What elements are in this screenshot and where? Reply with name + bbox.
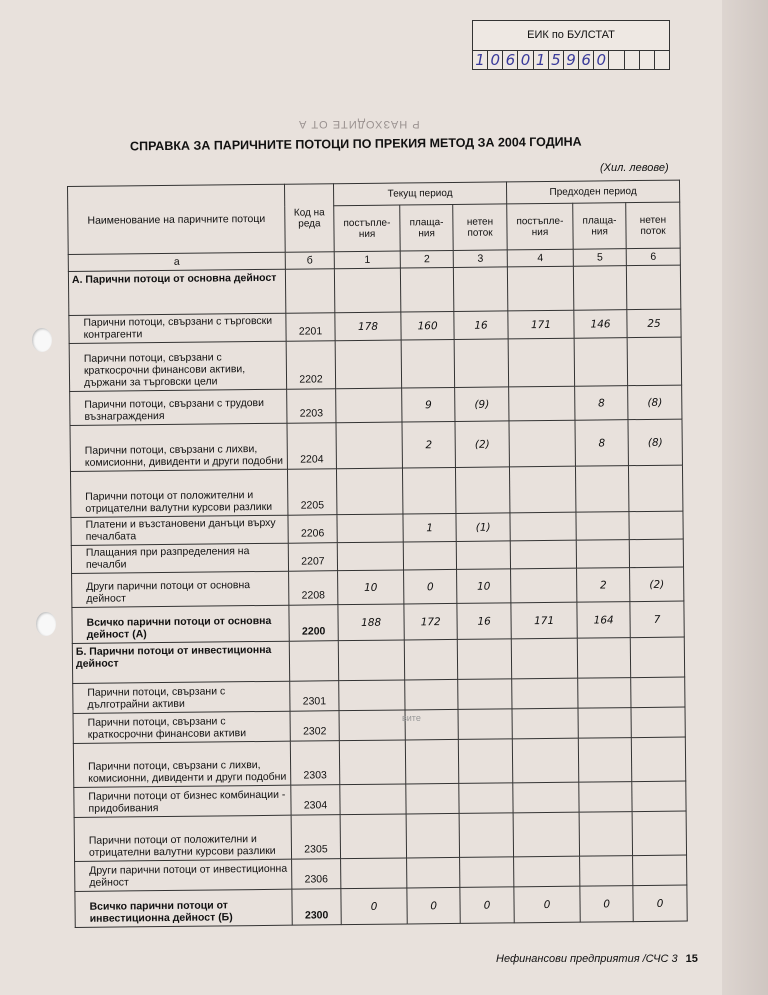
handwritten-value	[630, 637, 684, 678]
handwritten-value: 0	[404, 569, 457, 604]
handwritten-value	[626, 265, 680, 310]
cash-flow-table	[67, 180, 688, 928]
eik-digit: 1	[534, 51, 549, 69]
handwritten-value: 8	[575, 420, 629, 467]
eik-digit: 6	[579, 51, 594, 69]
handwritten-value	[632, 781, 686, 812]
handwritten-value	[579, 812, 633, 857]
handwritten-value: 7	[630, 601, 684, 638]
handwritten-value: (1)	[456, 513, 510, 542]
handwritten-value: 0	[580, 886, 633, 923]
row-code: 2204	[287, 423, 336, 470]
total-row	[75, 885, 687, 927]
handwritten-value	[513, 782, 579, 813]
page-footer	[496, 953, 698, 965]
col-header-receipts: постъпле-ния	[507, 203, 574, 250]
row-label: Парични потоци от положителни и отрицателни валутни курсови разлики	[74, 815, 291, 861]
handwritten-value: (8)	[628, 419, 682, 466]
row-label: Други парични потоци от инвестиционна дейност	[75, 859, 292, 891]
handwritten-value: 1	[403, 513, 456, 542]
handwritten-value: 16	[454, 311, 508, 340]
row-code: 2206	[288, 515, 337, 544]
handwritten-value	[341, 858, 407, 889]
row-label: Други парични потоци от основна дейност	[72, 571, 289, 607]
handwritten-value	[337, 514, 403, 543]
col-header-net: нетен поток	[626, 202, 680, 249]
handwritten-value: 188	[338, 604, 404, 641]
row-label: Плащания при разпределения на печалби	[71, 543, 288, 573]
handwritten-value	[508, 338, 575, 387]
column-index: б	[285, 252, 334, 270]
row-code: 2304	[291, 785, 340, 816]
page-title: СПРАВКА ЗА ПАРИЧНИТЕ ПОТОЦИ ПО ПРЕКИЯ МЕТОД ЗА 2004 ГОДИНА	[129, 134, 582, 154]
row-code: 2200	[289, 605, 338, 642]
handwritten-value: (2)	[630, 567, 684, 602]
handwritten-value	[339, 740, 406, 785]
handwritten-value	[340, 814, 407, 859]
handwritten-value	[577, 638, 630, 679]
eik-label: ЕИК по БУЛСТАТ	[527, 29, 615, 41]
handwritten-value: (9)	[455, 387, 509, 422]
col-header-receipts: постъпле-ния	[334, 205, 401, 252]
handwritten-value	[406, 783, 459, 814]
handwritten-value	[509, 386, 575, 421]
handwritten-value	[578, 738, 632, 783]
handwritten-value: 9	[402, 387, 455, 422]
row-code: 2303	[290, 741, 339, 786]
col-header-code: Код на реда	[284, 184, 334, 253]
handwritten-value: 178	[335, 312, 401, 341]
punch-hole	[32, 328, 52, 352]
handwritten-value	[627, 337, 681, 386]
handwritten-value	[512, 738, 579, 783]
col-header-current: Текущ период	[333, 182, 506, 206]
handwritten-value	[335, 340, 402, 389]
col-header-payments: плаща-ния	[573, 203, 627, 250]
handwritten-value	[578, 678, 631, 709]
page-shadow	[722, 0, 768, 995]
row-code: 2207	[288, 543, 337, 572]
row-label: Парични потоци, свързани с трудови възнаграждения	[70, 389, 287, 425]
row-code: 2203	[287, 389, 336, 424]
eik-digit: 6	[503, 51, 518, 69]
row-label: Б. Парични потоци от инвестиционна дейност	[72, 641, 289, 683]
handwritten-value	[458, 679, 512, 710]
row-label: Парични потоци, свързани с лихви, комисионни, дивиденти и други подобни	[70, 423, 287, 471]
column-index: 4	[507, 249, 573, 267]
handwritten-value: 171	[508, 310, 574, 339]
handwritten-value	[509, 420, 576, 467]
handwritten-value	[338, 640, 404, 681]
eik-digit: 0	[594, 51, 609, 69]
handwritten-value	[459, 813, 513, 858]
row-code: 2205	[287, 469, 336, 516]
table-row	[69, 337, 681, 391]
handwritten-value	[456, 541, 510, 570]
handwritten-value	[454, 339, 508, 388]
row-code: 2208	[289, 571, 338, 606]
handwritten-value	[514, 856, 580, 887]
handwritten-value	[629, 539, 683, 568]
punch-hole	[36, 612, 56, 636]
row-label: Парични потоци, свързани с лихви, комисионни, дивиденти и други подобни	[73, 741, 290, 787]
handwritten-value	[513, 812, 580, 857]
handwritten-value	[405, 739, 459, 784]
handwritten-value	[459, 783, 513, 814]
handwritten-value	[339, 710, 405, 741]
handwritten-value	[512, 678, 578, 709]
handwritten-value	[579, 782, 632, 813]
handwritten-value	[458, 709, 512, 740]
footer-text: Нефинансови предприятия /СЧС 3	[496, 953, 678, 965]
handwritten-value	[340, 784, 406, 815]
handwritten-value	[578, 708, 631, 739]
row-code: 2305	[291, 815, 340, 860]
eik-digit: 5	[549, 51, 564, 69]
row-code: 2300	[292, 889, 341, 926]
handwritten-value	[403, 541, 456, 570]
handwritten-value	[407, 857, 460, 888]
row-label: Парични потоци, свързани с краткосрочни финансови активи	[73, 711, 290, 743]
row-code: 2301	[290, 681, 339, 712]
handwritten-value	[339, 680, 405, 711]
row-code: 2201	[286, 313, 335, 342]
handwritten-value	[336, 468, 403, 515]
handwritten-value	[405, 679, 458, 710]
handwritten-value	[406, 813, 460, 858]
handwritten-value: 25	[627, 309, 681, 338]
handwritten-value	[629, 465, 683, 512]
show-through-text: Р НАЗХОДИТЕ ОТ А	[298, 118, 420, 130]
row-label: Парични потоци, свързани с търговски контрагенти	[69, 313, 286, 343]
section-row	[68, 265, 680, 315]
eik-digit: 0	[488, 51, 503, 69]
handwritten-value: 0	[341, 888, 407, 925]
row-label: Парични потоци от положителни и отрицателни валутни курсови разлики	[70, 469, 287, 517]
eik-digit	[640, 51, 655, 69]
handwritten-value	[574, 338, 628, 387]
eik-digits	[473, 50, 669, 69]
unit-label: (Хил. левове)	[600, 162, 669, 174]
handwritten-value	[631, 707, 685, 738]
handwritten-value: 2	[402, 421, 456, 468]
handwritten-value	[404, 639, 457, 680]
page-number: 15	[685, 953, 698, 965]
row-label: Платени и възстановени данъци върху печалбата	[71, 515, 288, 545]
handwritten-value: 171	[511, 602, 577, 639]
row-label: Парични потоци, свързани с краткосрочни финансови активи, държани за търговски цели	[69, 341, 286, 391]
col-header-net: нетен поток	[453, 204, 507, 251]
column-index: а	[68, 252, 285, 271]
handwritten-value	[629, 511, 683, 540]
table-row	[73, 737, 685, 787]
handwritten-value	[401, 339, 455, 388]
handwritten-value	[631, 677, 685, 708]
column-index: 3	[453, 250, 507, 268]
handwritten-value: 146	[574, 310, 627, 339]
handwritten-value: (8)	[628, 385, 682, 420]
column-index: 2	[400, 250, 453, 268]
row-label: Парични потоци, свързани с дълготрайни активи	[73, 681, 290, 713]
col-header-previous: Предходен период	[506, 180, 679, 204]
handwritten-value	[454, 267, 508, 312]
eik-digit: 9	[564, 51, 579, 69]
handwritten-value: 172	[404, 603, 457, 640]
handwritten-value: 160	[401, 311, 454, 340]
col-header-payments: плаща-ния	[400, 204, 454, 251]
row-code: 2302	[290, 711, 339, 742]
handwritten-value	[510, 512, 576, 541]
handwritten-value: 8	[575, 386, 628, 421]
handwritten-value: 0	[407, 887, 460, 924]
handwritten-value	[336, 422, 403, 469]
handwritten-value	[509, 466, 576, 513]
handwritten-value	[511, 638, 577, 679]
row-code: 2202	[286, 341, 335, 390]
handwritten-value	[460, 857, 514, 888]
handwritten-value	[510, 540, 576, 569]
row-code	[285, 269, 334, 314]
handwritten-value: 16	[457, 603, 511, 640]
handwritten-value	[576, 466, 630, 513]
eik-digit	[655, 51, 669, 69]
column-index: 1	[334, 251, 400, 269]
handwritten-value	[337, 542, 403, 571]
handwritten-value	[631, 737, 685, 782]
handwritten-value: 0	[514, 886, 580, 923]
handwritten-value	[632, 811, 686, 856]
column-index: 6	[626, 248, 680, 266]
handwritten-value: 10	[457, 569, 511, 604]
handwritten-value	[400, 267, 454, 312]
row-label: Всичко парични потоци от основна дейност (А)	[72, 605, 289, 643]
handwritten-value: 2	[577, 568, 630, 603]
handwritten-value: (2)	[455, 421, 509, 468]
handwritten-value	[633, 855, 687, 886]
row-code	[289, 641, 338, 682]
handwritten-value: 0	[460, 887, 514, 924]
table-row	[70, 465, 682, 517]
table-row	[74, 811, 686, 861]
handwritten-value	[573, 266, 627, 311]
eik-box	[472, 20, 670, 70]
row-label: Парични потоци от бизнес комбинации - придобивания	[74, 785, 291, 817]
handwritten-value	[457, 639, 511, 680]
handwritten-value	[580, 856, 633, 887]
handwritten-value	[458, 739, 512, 784]
handwritten-value	[334, 268, 401, 313]
handwritten-value	[336, 388, 402, 423]
handwritten-value	[511, 568, 577, 603]
table-row	[70, 419, 682, 471]
handwritten-value	[576, 540, 629, 569]
row-label: Всичко парични потоци от инвестиционна дейност (Б)	[75, 889, 292, 927]
handwritten-value: 164	[577, 602, 630, 639]
column-index: 5	[573, 249, 626, 267]
eik-digit: 0	[518, 51, 533, 69]
col-header-name: Наименование на паричните потоци	[68, 184, 286, 254]
handwritten-value	[456, 467, 510, 514]
row-label: А. Парични потоци от основна дейност	[68, 269, 285, 315]
handwritten-value	[507, 266, 574, 311]
faint-stamp-text: вите	[402, 713, 421, 723]
eik-digit	[625, 51, 640, 69]
handwritten-value	[512, 708, 578, 739]
eik-digit	[609, 51, 624, 69]
section-row	[72, 637, 684, 683]
eik-digit: 1	[473, 51, 488, 69]
handwritten-value	[403, 467, 457, 514]
handwritten-value: 0	[633, 885, 687, 922]
row-code: 2306	[292, 859, 341, 890]
handwritten-value	[576, 512, 629, 541]
handwritten-value: 10	[338, 570, 404, 605]
